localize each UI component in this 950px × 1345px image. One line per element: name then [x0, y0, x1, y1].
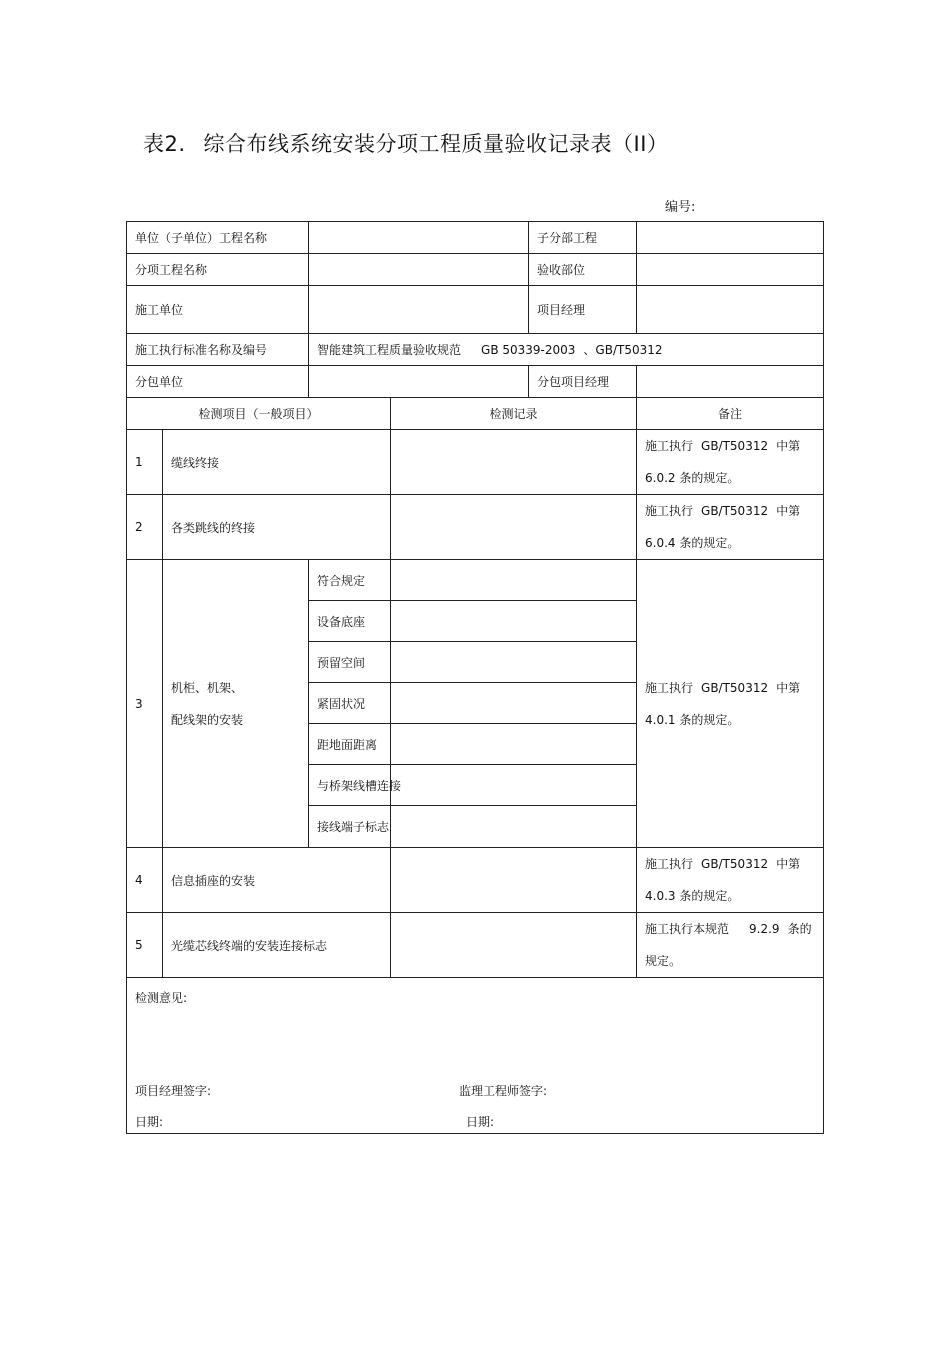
constructor-label: 施工单位: [127, 286, 309, 334]
info-row-subcontract: [127, 366, 824, 398]
sub-item-record-field[interactable]: [391, 642, 637, 683]
pm-sign-label: 项目经理签字:: [135, 1084, 212, 1098]
sub-division-label: 子分部工程: [529, 222, 637, 254]
serial-number-label: 编号:: [665, 200, 696, 215]
sub-item-label: 设备底座: [309, 601, 391, 642]
sub-pm-label: 分包项目经理: [529, 366, 637, 398]
info-row-item: [127, 254, 824, 286]
constructor-field[interactable]: [309, 286, 529, 334]
row-item-name: 信息插座的安装: [163, 848, 391, 913]
table-row: [127, 913, 824, 978]
column-header-record: 检测记录: [391, 398, 637, 430]
acceptance-form-table: [126, 221, 824, 1134]
title-number: 表2.: [143, 132, 186, 156]
sub-pm-field[interactable]: [637, 366, 824, 398]
column-header-remark: 备注: [637, 398, 824, 430]
unit-name-label: 单位（子单位）工程名称: [127, 222, 309, 254]
title-text: 综合布线系统安装分项工程质量验收记录表（II）: [203, 132, 669, 156]
sub-item-record-field[interactable]: [391, 683, 637, 724]
opinion-row: [127, 978, 824, 1134]
standard-code-2: GB/T50312: [595, 343, 663, 357]
sub-item-record-field[interactable]: [391, 601, 637, 642]
standard-value: [309, 334, 824, 366]
row-remark: 施工执行本规范 9.2.9 条的 规定。: [637, 913, 824, 978]
subcontractor-field[interactable]: [309, 366, 529, 398]
column-header-item: 检测项目（一般项目）: [127, 398, 391, 430]
row-number: 3: [127, 560, 163, 848]
date-left-label: 日期:: [135, 1115, 164, 1129]
row-remark: 施工执行 GB/T50312 中第 6.0.2 条的规定。: [637, 430, 824, 495]
project-manager-field[interactable]: [637, 286, 824, 334]
standard-code-1: GB 50339-2003: [481, 343, 576, 357]
row-item-name: 各类跳线的终接: [163, 495, 391, 560]
opinion-section[interactable]: [127, 978, 824, 1134]
sub-item-record-field[interactable]: [391, 765, 637, 806]
standard-label: 施工执行标准名称及编号: [127, 334, 309, 366]
sub-item-label: 符合规定: [309, 560, 391, 601]
table-row: [127, 560, 824, 601]
sub-item-label: 距地面距离: [309, 724, 391, 765]
item-name-label: 分项工程名称: [127, 254, 309, 286]
date-right-label: 日期:: [466, 1115, 495, 1129]
sub-division-field[interactable]: [637, 222, 824, 254]
sub-item-record-field[interactable]: [391, 806, 637, 848]
subcontractor-label: 分包单位: [127, 366, 309, 398]
sub-item-label: 与桥架线槽连接: [309, 765, 391, 806]
row-remark: 施工执行 GB/T50312 中第 4.0.1 条的规定。: [637, 560, 824, 848]
table-row: [127, 430, 824, 495]
row-remark: 施工执行 GB/T50312 中第 6.0.4 条的规定。: [637, 495, 824, 560]
row-record-field[interactable]: [391, 913, 637, 978]
row-record-field[interactable]: [391, 495, 637, 560]
row-item-name: 缆线终接: [163, 430, 391, 495]
sub-item-label: 紧固状况: [309, 683, 391, 724]
supervisor-sign-label: 监理工程师签字:: [459, 1084, 548, 1098]
row-number: 4: [127, 848, 163, 913]
item-name-field[interactable]: [309, 254, 529, 286]
sub-item-record-field[interactable]: [391, 724, 637, 765]
accept-part-label: 验收部位: [529, 254, 637, 286]
opinion-label: 检测意见:: [135, 991, 188, 1005]
unit-name-field[interactable]: [309, 222, 529, 254]
row-number: 1: [127, 430, 163, 495]
info-row-constructor: [127, 286, 824, 334]
info-row-standard: [127, 334, 824, 366]
row-number: 5: [127, 913, 163, 978]
column-header-row: [127, 398, 824, 430]
table-row: [127, 848, 824, 913]
table-row: [127, 495, 824, 560]
row-remark: 施工执行 GB/T50312 中第 4.0.3 条的规定。: [637, 848, 824, 913]
row-record-field[interactable]: [391, 848, 637, 913]
page-title: [143, 128, 668, 158]
standard-separator: 、: [583, 343, 596, 357]
sub-item-label: 接线端子标志: [309, 806, 391, 848]
row-number: 2: [127, 495, 163, 560]
accept-part-field[interactable]: [637, 254, 824, 286]
project-manager-label: 项目经理: [529, 286, 637, 334]
row-item-name: 光缆芯线终端的安装连接标志: [163, 913, 391, 978]
info-row-unit: [127, 222, 824, 254]
sub-item-label: 预留空间: [309, 642, 391, 683]
standard-name: 智能建筑工程质量验收规范: [317, 343, 462, 357]
row-item-name: 机柜、机架、 配线架的安装: [163, 560, 309, 848]
row-record-field[interactable]: [391, 430, 637, 495]
sub-item-record-field[interactable]: [391, 560, 637, 601]
